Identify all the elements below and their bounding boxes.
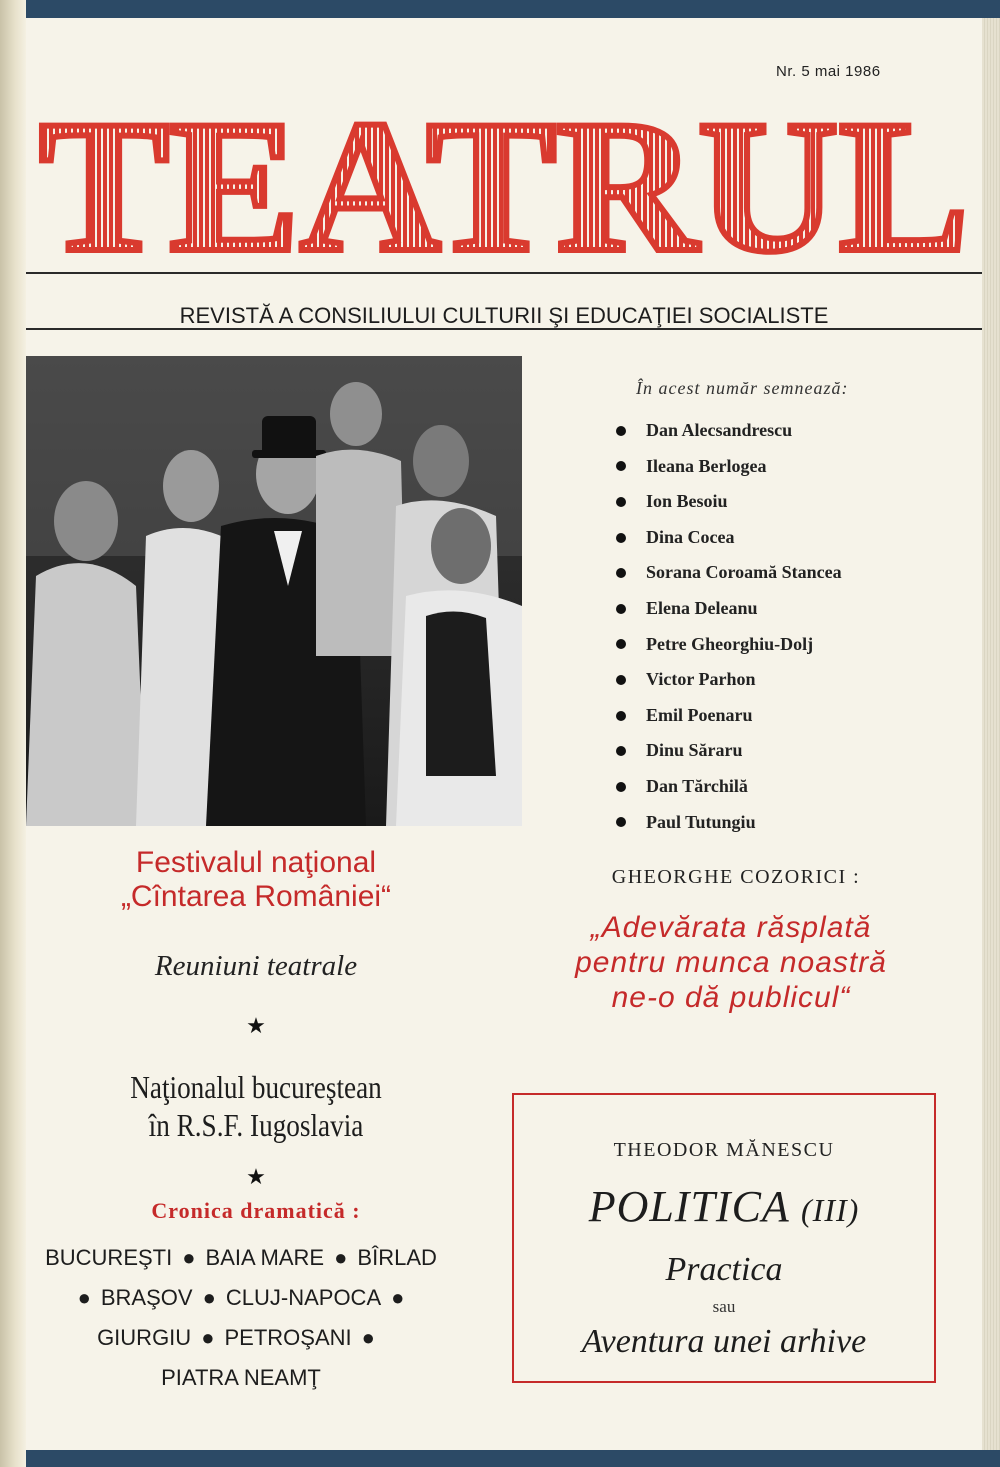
subtitle: REVISTĂ A CONSILIULUI CULTURII ŞI EDUCAŢIEI SOCIALISTE [179,303,829,328]
city: CLUJ-NAPOCA [225,1285,382,1310]
bullet-icon [616,533,626,543]
bullet-icon [616,604,626,614]
feature-author: THEODOR MĂNESCU [613,1139,835,1161]
bullet-icon [616,817,626,827]
magazine-cover [26,18,982,1450]
page-edge [982,18,1000,1450]
feature-conjunction: sau [712,1297,736,1316]
bullet-icon: ● [361,1325,375,1350]
festival-heading: Festivalul naţional „Cîntarea României“ [120,846,392,913]
city: PETROŞANI [224,1325,352,1350]
bullet-icon: ● [182,1245,196,1270]
bullet-icon [616,639,626,649]
bullet-icon [616,426,626,436]
contributors-heading: În acest număr semnează: [636,378,849,398]
bullet-icon: ● [201,1325,215,1350]
list-item: Petre Gheorghiu-Dolj [616,627,956,663]
bullet-icon [616,568,626,578]
city: BÎRLAD [357,1245,437,1270]
interview-quote: „Adevărata răsplată pentru munca noastră ne-o dă publicul“ [575,911,887,1014]
national-heading: Naţionalul bucureştean în R.S.F. Iugoslavia [130,1069,382,1143]
list-item: Paul Tutungiu [616,805,956,841]
masthead-title [26,90,982,270]
bullet-icon [616,782,626,792]
bullet-icon [616,461,626,471]
stage-photo-illustration [26,356,522,826]
feature-subtitle: Practica [665,1251,783,1288]
bullet-icon [616,497,626,507]
feature-title: POLITICA (III) [588,1182,860,1231]
city: BRAŞOV [100,1285,193,1310]
bullet-icon: ● [391,1285,405,1310]
city: PIATRA NEAMŢ [161,1365,321,1390]
feature-subtitle-2: Aventura unei arhive [581,1323,867,1360]
list-item: Elena Deleanu [616,591,956,627]
bottom-rule [26,328,982,330]
list-item: Ileana Berlogea [616,449,956,485]
bullet-icon: ● [334,1245,348,1270]
issue-number: Nr. 5 mai 1986 [776,63,881,80]
list-item: Emil Poenaru [616,698,956,734]
cover-photo [26,356,522,826]
contributors-list [616,378,956,840]
cities-list [26,1238,456,1398]
city: GIURGIU [97,1325,192,1350]
list-item: Dan Alecsandrescu [616,413,956,449]
bullet-icon: ● [202,1285,216,1310]
top-rule [26,272,982,274]
list-item: Dina Cocea [616,520,956,556]
masthead-text: TEATRUL [39,90,969,270]
list-item: Sorana Coroamă Stancea [616,555,956,591]
city: BAIA MARE [205,1245,325,1270]
cronica-dramatica: Cronica dramatică : [151,1198,361,1223]
star-icon: ★ [246,1164,266,1189]
book-binding [0,0,26,1467]
bullet-icon: ● [77,1285,91,1310]
star-icon: ★ [246,1013,266,1038]
list-item: Ion Besoiu [616,484,956,520]
list-item: Dinu Săraru [616,733,956,769]
bullet-icon [616,746,626,756]
city: BUCUREŞTI [45,1245,173,1270]
bullet-icon [616,711,626,721]
list-item: Victor Parhon [616,662,956,698]
reuniuni-teatrale: Reuniuni teatrale [154,950,358,982]
feature-box [512,1093,936,1383]
bullet-icon [616,675,626,685]
interview-name: GHEORGHE COZORICI : [611,866,861,888]
list-item: Dan Tărchilă [616,769,956,805]
